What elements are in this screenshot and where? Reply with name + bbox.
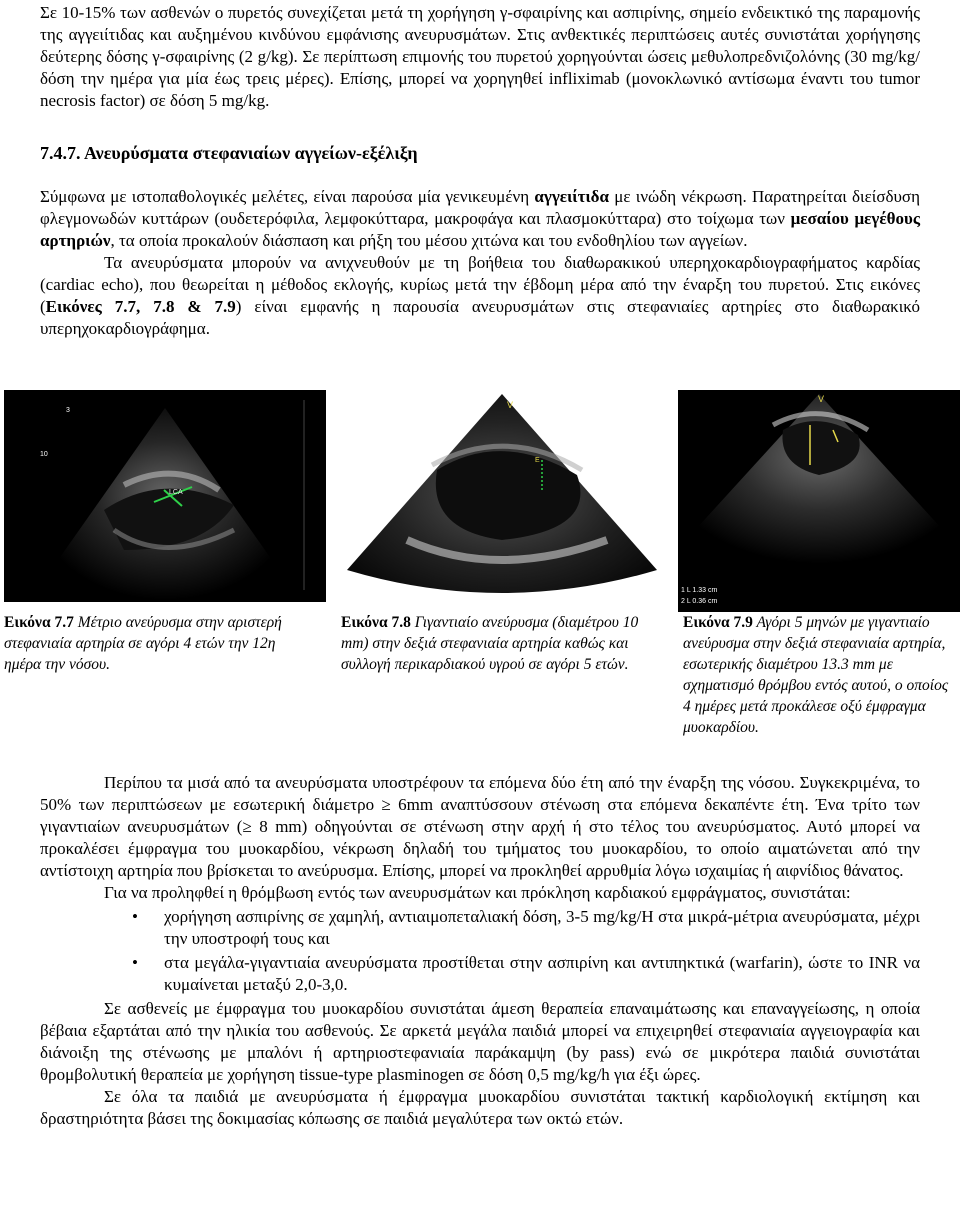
histo-text-e: , τα οποία προκαλούν διάσπαση και ρήξη του μέσου χιτώνα και του ενδοθηλίου των αγγείων.: [110, 231, 748, 250]
fig79-overlay-measure-2: 2 L 0.36 cm: [681, 598, 718, 605]
prevention-list: [40, 906, 920, 996]
histo-term-vasculitis: αγγειίτιδα: [534, 187, 609, 206]
list-item-text: χορήγηση ασπιρίνης σε χαμηλή, αντιαιμοπεταλιακή δόση, 3-5 mg/kg/H στα μικρά-μέτρια ανευρύσματα, μέχρι την υποστροφή τους και: [164, 907, 920, 948]
caption-7-9-text: Αγόρι 5 μηνών με γιγαντιαίο ανεύρυσμα στην δεξιά στεφανιαία αρτηρία, εσωτερικής διαμέτρου 13.3 mm με σχηματισμό θρόμβου εντός αυτού, ο οποίος 4 ημέρες μετά προκάλεσε οξύ έμφραγμα μυοκαρδίου.: [683, 614, 949, 736]
echo-text-c: ) είναι εμφανής η παρουσία ανευρυσμάτων στις στεφανιαίες αρτηρίες στο διαθωρακικό υπερηχοκαρδιογράφημα.: [40, 297, 920, 338]
caption-7-9: [683, 612, 955, 738]
followup-paragraph: Σε όλα τα παιδιά με ανευρύσματα ή έμφραγμα μυοκαρδίου συνιστάται τακτική καρδιολογική εκτίμηση και δραστηριότητα βάσει της δοκιμασίας κόπωσης σε παιδιά μεγαλύτερα των οκτώ ετών.: [40, 1087, 920, 1128]
infarction-paragraph: Σε ασθενείς με έμφραγμα του μυοκαρδίου συνιστάται άμεση θεραπεία επαναιμάτωσης και επαναγγείωσης, η οποία βέβαια εξαρτάται από την ηλικία του ασθενούς. Σε αρκετά μεγάλα παιδιά μπορεί να επιχειρηθεί στεφανιαία αγγειογραφία και διάνοιξη της στένωσης με μπαλόνι ή αρτηριοστεφανιαία παράκαμψη (by pass) ενώ σε μικρότερα παιδιά συνιστάται θρομβολυτική θεραπεία με χορήγηση tissue-type plasminogen σε δόση 0,5 mg/kg/h για έξι ώρες.: [40, 999, 920, 1084]
fig77-overlay-lca: LCA: [169, 489, 183, 496]
figure-7-8-image: [337, 390, 667, 602]
list-item: [40, 906, 920, 950]
caption-7-8: [341, 612, 659, 675]
caption-7-9-label: Εικόνα 7.9: [683, 614, 753, 631]
regression-paragraph: Περίπου τα μισά από τα ανευρύσματα υποστρέφουν τα επόμενα δύο έτη από την έναρξη της νόσου. Συγκεκριμένα, το 50% των περιπτώσεων με εσωτερική διάμετρο ≥ 6mm αναπτύσσουν στένωση στα επόμενα δεκαπέντε έτη. Ένα τρίτο των γιγαντιαίων ανευρυσμάτων (≥ 8 mm) οδηγούνται σε στένωση στην αρχή ή στο τέλος του ανευρύσματος. Αυτό μπορεί να προκαλέσει έμφραγμα του μυοκαρδίου, νέκρωση δηλαδή του τμήματος του μυοκαρδίου, το οποίο αιματώνεται από την αντίστοιχη αρτηρία που βρίσκεται το ανεύρυσμα. Επίσης, μπορεί να προκληθεί αρρυθμία λόγω ισχαιμίας ή αιφνίδιος θάνατος.: [40, 773, 920, 880]
caption-7-8-label: Εικόνα 7.8: [341, 614, 411, 631]
bullet-icon: •: [132, 953, 138, 972]
document-page: [40, 0, 920, 340]
echo-text-a: Τα ανευρύσματα μπορούν να ανιχνευθούν με τη βοήθεια του διαθωρακικού υπερηχοκαρδιογραφήματος καρδίας (cardiac echo), που θεωρείται η μέθοδος εκλογής, κυρίως μετά την έβδομη μέρα από την έναρξη του πυρετού. Στις εικόνες (: [40, 253, 920, 316]
fig78-overlay-v: V: [507, 400, 514, 410]
caption-7-7-label: Εικόνα 7.7: [4, 614, 74, 631]
bullet-icon: •: [132, 907, 138, 926]
echo-paragraph: [40, 252, 920, 340]
figure-7-9-image: [678, 390, 960, 612]
fig79-overlay-v: V: [818, 394, 825, 404]
intro-paragraph: Σε 10-15% των ασθενών ο πυρετός συνεχίζεται μετά τη χορήγηση γ-σφαιρίνης και ασπιρίνης, σημείο ενδεικτικό της παραμονής της αγγειίτιδας και αυξημένου κινδύνου εμφάνισης ανευρυσμάτων. Στις ανθεκτικές περιπτώσεις αυτές συνιστάται χορήγησης δεύτερης δόσης γ-σφαιρίνης (2 g/kg). Σε περίπτωση επιμονής του πυρετού χορηγούνται ώσεις μεθυλοπρεδνιζολόνης (30 mg/kg/δόση την ημέρα για μία έως τρεις μέρες). Επίσης, μπορεί να χορηγηθεί infliximab (μονοκλωνικό αντίσωμα έναντι του tumor necrosis factor) σε δόση 5 mg/kg.: [40, 3, 920, 110]
histo-text-c: με ινώδη νέκρωση. Παρατηρείται διείσδυση φλεγμονωδών κυττάρων (ουδετερόφιλα, λεμφοκύτταρα, μακροφάγα και πλασμοκύτταρα) στο τοίχωμα των: [40, 187, 920, 228]
fig78-overlay-e: E: [535, 457, 540, 464]
list-item-text: στα μεγάλα-γιγαντιαία ανευρύσματα προστίθεται στην ασπιρίνη και αντιπηκτικά (warfarin), ώστε το INR να κυμαίνεται μεταξύ 2,0-3,0.: [164, 953, 920, 994]
fig77-overlay-3: 3: [66, 407, 70, 414]
fig79-overlay-measure-1: 1 L 1.33 cm: [681, 587, 718, 594]
caption-7-8-text: Γιγαντιαίο ανεύρυσμα (διαμέτρου 10 mm) στην δεξιά στεφανιαία αρτηρία καθώς και συλλογή περικαρδιακού υγρού σε αγόρι 5 ετών.: [341, 614, 639, 673]
body-text: [40, 772, 920, 1130]
echo-figure-ref: Εικόνες 7.7, 7.8 & 7.9: [45, 297, 236, 316]
section-heading: 7.4.7. Ανευρύσματα στεφανιαίων αγγείων-εξέλιξη: [40, 143, 418, 163]
caption-7-7: [4, 612, 304, 675]
prevention-paragraph: Για να προληφθεί η θρόμβωση εντός των ανευρυσμάτων και πρόκληση καρδιακού εμφράγματος, συνιστάται:: [104, 883, 851, 902]
caption-7-7-text: Μέτριο ανεύρυσμα στην αριστερή στεφανιαία αρτηρία σε αγόρι 4 ετών την 12η ημέρα την νόσου.: [4, 614, 282, 673]
figure-7-7-image: [4, 390, 326, 602]
histo-term-arteries: μεσαίου μεγέθους αρτηριών: [40, 209, 921, 250]
histopathology-paragraph: [40, 186, 920, 252]
list-item: [40, 952, 920, 996]
fig77-overlay-10: 10: [40, 451, 48, 458]
histo-text-a: Σύμφωνα με ιστοπαθολογικές μελέτες, είναι παρούσα μία γενικευμένη: [40, 187, 535, 206]
